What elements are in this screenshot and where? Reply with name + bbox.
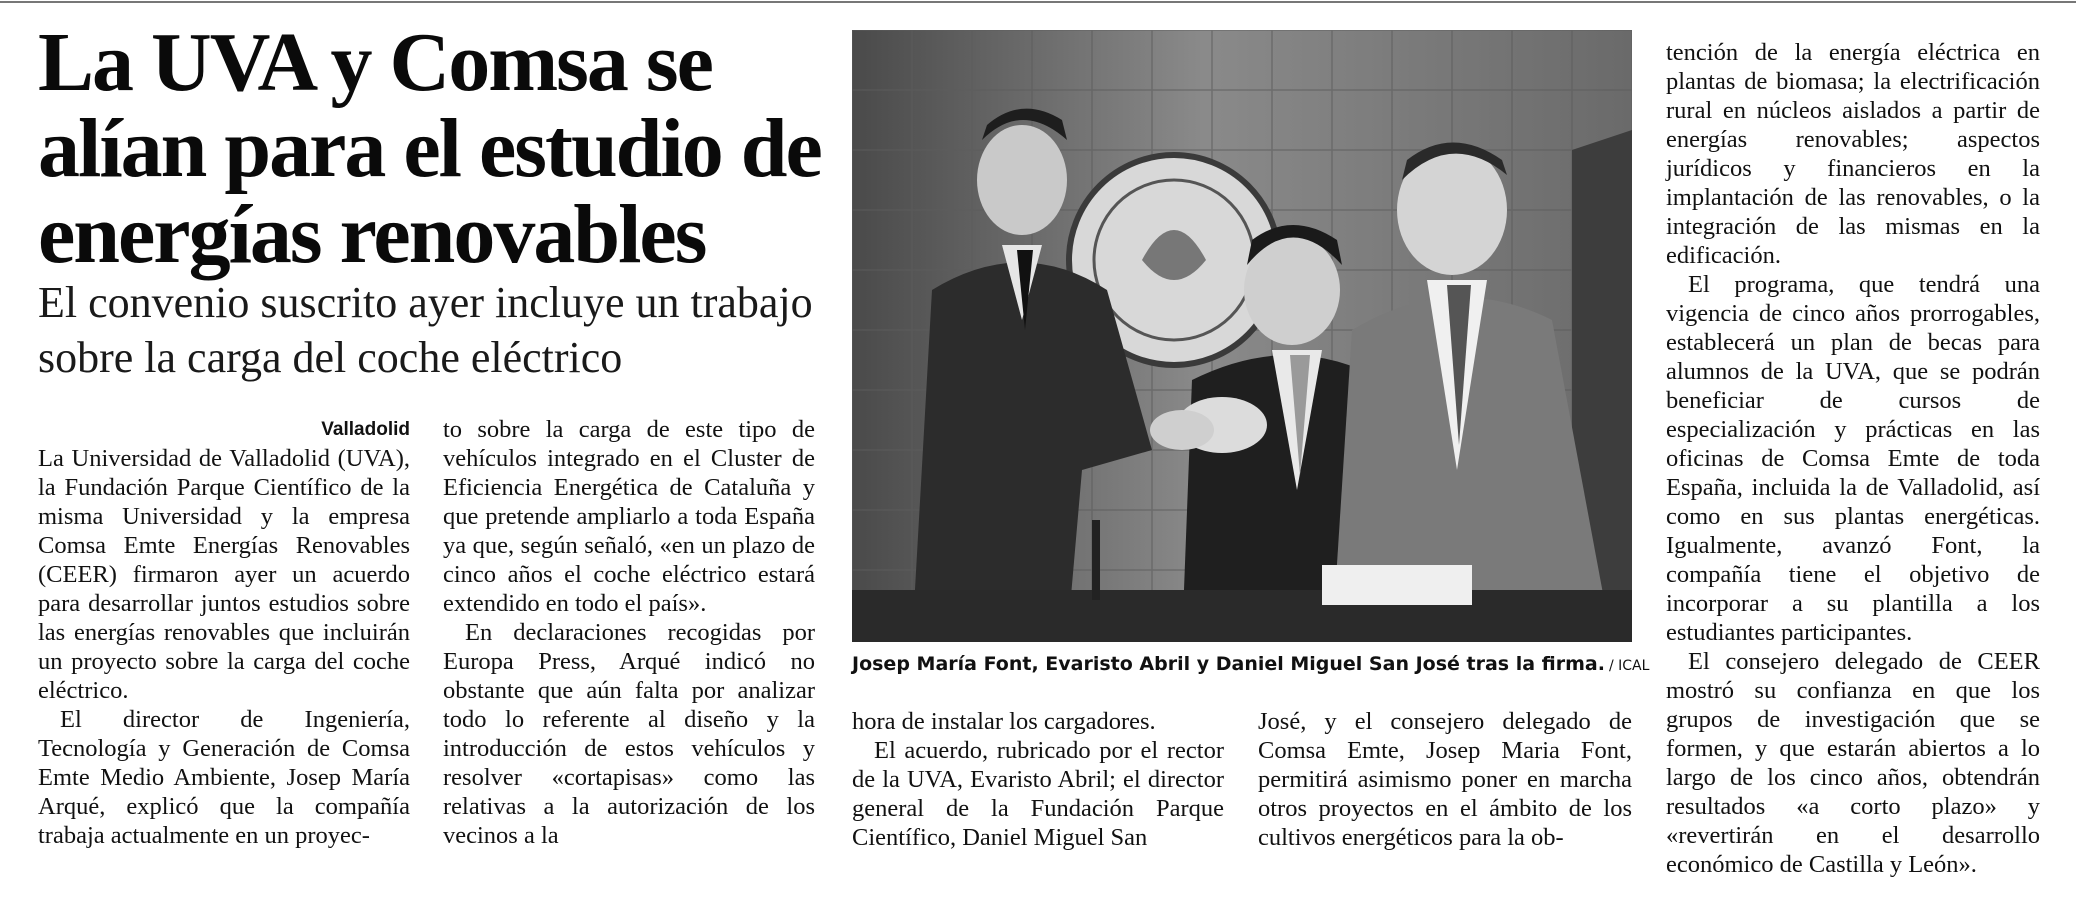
- text-column-3: [852, 707, 1224, 852]
- news-photo: [852, 30, 1632, 642]
- caption-text: Josep María Font, Evaristo Abril y Daniel Miguel San José tras la firma.: [852, 653, 1605, 675]
- subheadline: El convenio suscrito ayer incluye un trabajo sobre la carga del coche eléctrico: [38, 278, 813, 382]
- paragraph: to sobre la carga de este tipo de vehículos integrado en el Cluster de Eficiencia Energética de Cataluña y que pretende ampliarlo a toda España ya que, según señaló, «en un plazo de cinco años el coche eléctrico estará extendido en todo el país».: [443, 416, 815, 617]
- paragraph: El director de Ingeniería, Tecnología y Generación de Comsa Emte Medio Ambiente, Josep María Arqué, explicó que la compañía trabaja actualmente en un proyec-: [38, 706, 410, 849]
- paragraph: El consejero delegado de CEER mostró su confianza en que los grupos de investigación que se formen, y que estarán abiertos a lo largo de los cinco años, obtendrán resultados «a corto plazo» y «revertirán en el desarrollo económico de Castilla y León».: [1666, 648, 2040, 878]
- paragraph: El acuerdo, rubricado por el rector de la UVA, Evaristo Abril; el director general de la Fundación Parque Científico, Daniel Miguel San: [852, 737, 1224, 851]
- paragraph: El programa, que tendrá una vigencia de cinco años prorrogables, establecerá un plan de becas para alumnos de la UVA, que se podrán beneficiar de cursos de especialización y prácticas en las oficinas de Comsa Emte de toda España, incluida la de Valladolid, así como en sus plantas energéticas. Igualmente, avanzó Font, la compañía tiene el objetivo de incorporar a su plantilla a los estudiantes participantes.: [1666, 271, 2040, 646]
- photo-credit: / ICAL: [1608, 658, 1650, 674]
- paragraph: En declaraciones recogidas por Europa Press, Arqué indicó no obstante que aún falta por analizar todo lo referente al diseño y la introducción de estos vehículos y resolver «cortapisas» como las relativas a la autorización de los vecinos a la: [443, 619, 815, 849]
- paragraph: tención de la energía eléctrica en plantas de biomasa; la electrificación rural en núcleos aislados a partir de energías renovables; aspectos jurídicos y financieros en la implantación de las renovables, o la integración de las mismas en la edificación.: [1666, 39, 2040, 269]
- text-column-1: [38, 415, 410, 850]
- text-column-4: [1258, 707, 1632, 852]
- photo-caption: [852, 650, 1650, 680]
- headline: La UVA y Comsa se alían para el estudio de energías renovables: [38, 16, 821, 281]
- paragraph: La Universidad de Valladolid (UVA), la Fundación Parque Científico de la misma Universidad y la empresa Comsa Emte Energías Renovables (CEER) firmaron ayer un acuerdo para desarrollar juntos estudios sobre las energías renovables que incluirán un proyecto sobre la carga del coche eléctrico.: [38, 445, 410, 704]
- dateline: Valladolid: [321, 419, 410, 440]
- top-rule: [0, 1, 2076, 3]
- paragraph: hora de instalar los cargadores.: [852, 708, 1156, 735]
- text-column-2: [443, 415, 815, 850]
- paragraph: José, y el consejero delegado de Comsa Emte, Josep Maria Font, permitirá asimismo poner en marcha otros proyectos en el ámbito de los cultivos energéticos para la ob-: [1258, 708, 1632, 851]
- text-column-5: [1666, 38, 2040, 879]
